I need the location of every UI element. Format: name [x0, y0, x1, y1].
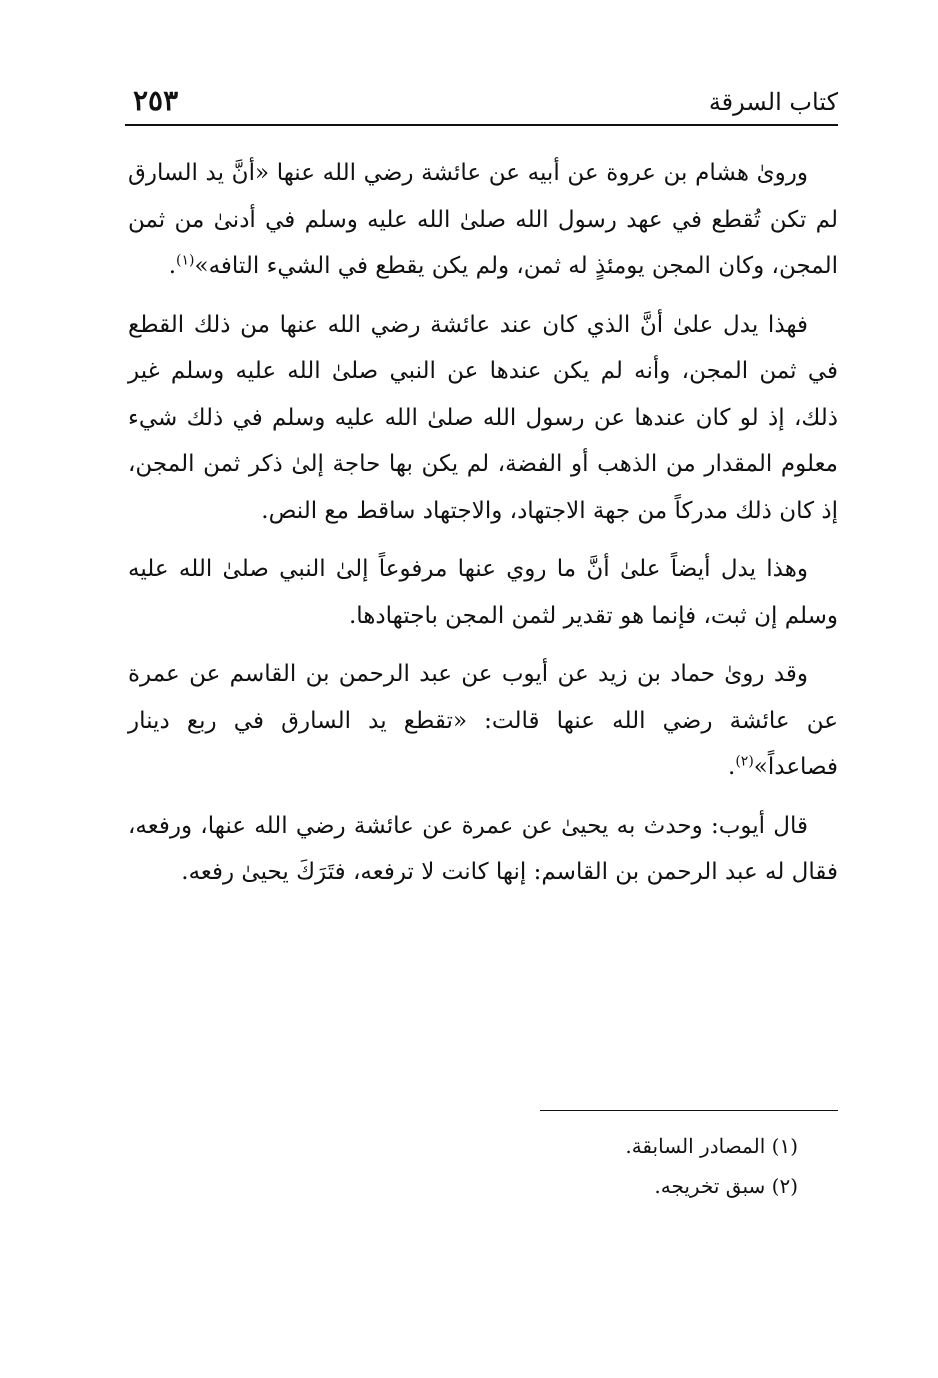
paragraph [128, 803, 838, 896]
footnote-divider [540, 1110, 838, 1111]
paragraph-text: وهذا يدل أيضاً علىٰ أنَّ ما روي عنها مرفوعاً إلىٰ النبي صلىٰ الله عليه وسلم إن ثبت، فإنما هو تقدير لثمن المجن باجتهادها. [128, 556, 838, 629]
paragraph [128, 150, 838, 290]
page-number: ٢٥٣ [133, 84, 179, 117]
paragraph-text: وقد روىٰ حماد بن زيد عن أيوب عن عبد الرحمن بن القاسم عن عمرة عن عائشة رضي الله عنها قالت: «تقطع يد السارق في ربع دينار فصاعداً» [128, 661, 838, 780]
paragraph [128, 302, 838, 535]
running-title: كتاب السرقة [708, 88, 838, 116]
paragraph-text: فهذا يدل علىٰ أنَّ الذي كان عند عائشة رضي الله عنها من ذلك القطع في ثمن المجن، وأنه لم يكن عندها عن النبي صلىٰ الله عليه وسلم غير ذلك، إذ لو كان عندها عن رسول الله صلىٰ الله عليه وسلم في ذلك شيء معلوم المقدار من الذهب أو الفضة، لم يكن بها حاجة إلىٰ ذكر ثمن المجن، إذ كان ذلك مدركاً من جهة الاجتهاد، والاجتهاد ساقط مع النص. [128, 311, 838, 524]
body-text [128, 150, 838, 908]
paragraph [128, 651, 838, 791]
footnote: (١) المصادر السابقة. [625, 1134, 798, 1158]
page-header [125, 80, 838, 126]
footnote-reference: (١) [176, 252, 195, 269]
paragraph-text: وروىٰ هشام بن عروة عن أبيه عن عائشة رضي الله عنها «أنَّ يد السارق لم تكن تُقطع في عهد رسول الله صلىٰ الله عليه وسلم في أدنىٰ من ثمن المجن، وكان المجن يومئذٍ له ثمن، ولم يكن يقطع في الشيء التافه» [128, 160, 838, 279]
paragraph-end-punctuation: . [168, 253, 177, 279]
paragraph-end-punctuation: . [728, 754, 736, 780]
footnote-reference: (٢) [735, 753, 754, 770]
paragraph [128, 546, 838, 639]
footnote: (٢) سبق تخريجه. [654, 1174, 798, 1198]
footnotes [625, 1126, 798, 1206]
paragraph-text: قال أيوب: وحدث به يحيىٰ عن عمرة عن عائشة رضي الله عنها، ورفعه، فقال له عبد الرحمن بن القاسم: إنها كانت لا ترفعه، فتَرَكَ يحيىٰ رفعه. [128, 812, 838, 885]
